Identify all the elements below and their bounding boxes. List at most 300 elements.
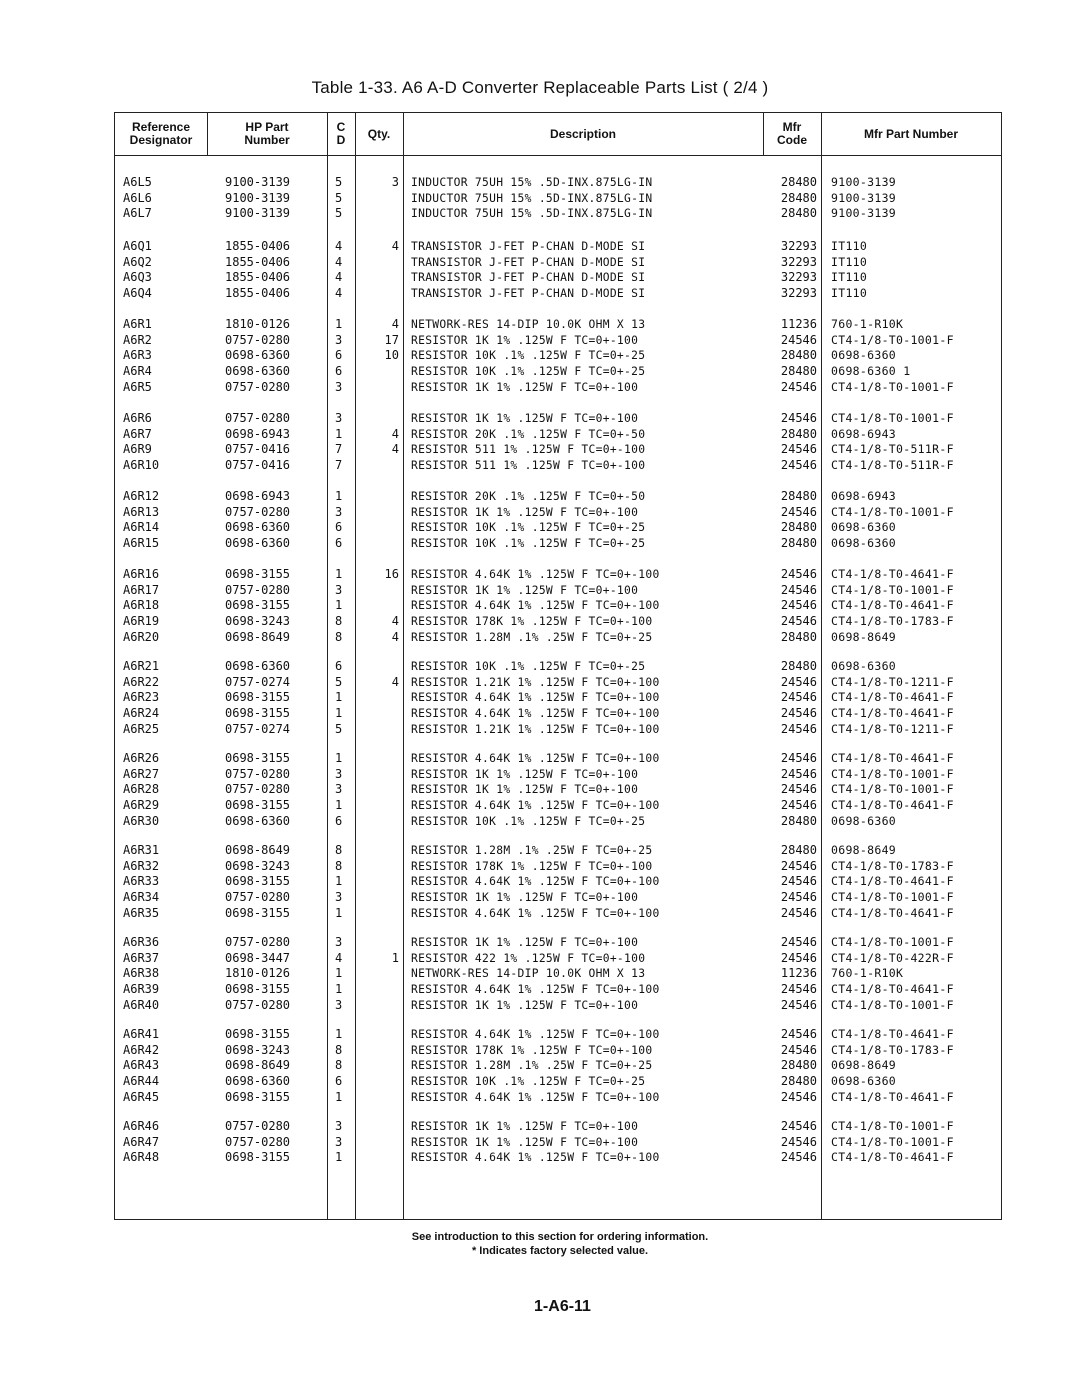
cell-hp: 0698-3243 xyxy=(225,614,291,629)
cell-code: 28480 xyxy=(780,813,817,828)
cell-desc: RESISTOR 1K 1% .125W F TC=0+-100 xyxy=(411,783,639,797)
cell-hp: 0698-6360 xyxy=(225,1074,291,1089)
cell-mpn: 0698-6943 xyxy=(831,426,897,441)
cell-desc: RESISTOR 4.64K 1% .125W F TC=0+-100 xyxy=(411,1090,660,1104)
cell-mpn: CT4-1/8-T0-4641-F xyxy=(831,690,954,705)
table-row xyxy=(115,951,1001,967)
cell-code: 28480 xyxy=(780,489,817,503)
cell-ref: A6Q1 xyxy=(123,239,152,253)
cell-cd: 1 xyxy=(335,1150,343,1165)
cell-mpn: CT4-1/8-T0-1001-F xyxy=(831,935,954,949)
cell-mpn: CT4-1/8-T0-1001-F xyxy=(831,582,954,597)
cell-desc: RESISTOR 511 1% .125W F TC=0+-100 xyxy=(411,443,646,457)
cell-cd: 1 xyxy=(335,567,343,581)
cell-desc: RESISTOR 20K .1% .125W F TC=0+-50 xyxy=(411,427,646,441)
cell-hp: 1855-0406 xyxy=(225,239,291,253)
cell-ref: A6R19 xyxy=(123,614,160,629)
cell-hp: 0757-0416 xyxy=(225,458,291,473)
table-row xyxy=(115,364,1001,380)
cell-desc: INDUCTOR 75UH 15% .5D-INX.875LG-IN xyxy=(411,176,653,189)
cell-ref: A6R6 xyxy=(123,411,152,425)
cell-hp: 0757-0280 xyxy=(225,782,291,797)
cell-mpn: CT4-1/8-T0-1783-F xyxy=(831,858,954,873)
cell-cd: 1 xyxy=(335,690,343,705)
row-group xyxy=(115,659,1001,737)
cell-hp: 1855-0406 xyxy=(225,286,291,301)
cell-cd: 6 xyxy=(335,813,343,828)
cell-ref: A6R7 xyxy=(123,426,152,441)
cell-desc: RESISTOR 4.64K 1% .125W F TC=0+-100 xyxy=(411,983,660,997)
divider-desc-code xyxy=(763,113,764,155)
cell-mpn: 0698-6360 xyxy=(831,536,897,551)
cell-mpn: CT4-1/8-T0-4641-F xyxy=(831,905,954,920)
cell-mpn: 9100-3139 xyxy=(831,206,897,221)
table-row xyxy=(115,614,1001,630)
cell-code: 28480 xyxy=(780,364,817,379)
table-row xyxy=(115,630,1001,646)
cell-ref: A6R25 xyxy=(123,721,160,736)
cell-code: 24546 xyxy=(780,1042,817,1057)
cell-desc: RESISTOR 1K 1% .125W F TC=0+-100 xyxy=(411,380,639,394)
table-row xyxy=(115,489,1001,505)
cell-ref: A6R39 xyxy=(123,982,160,997)
cell-code: 24546 xyxy=(780,982,817,997)
cell-mpn: 0698-6360 xyxy=(831,520,897,535)
table-row xyxy=(115,191,1001,207)
table-row xyxy=(115,1090,1001,1106)
table-row xyxy=(115,1150,1001,1166)
cell-cd: 8 xyxy=(335,614,343,629)
cell-ref: A6R36 xyxy=(123,935,160,949)
cell-mpn: CT4-1/8-T0-4641-F xyxy=(831,751,954,765)
cell-mpn: CT4-1/8-T0-1001-F xyxy=(831,411,954,425)
cell-desc: TRANSISTOR J-FET P-CHAN D-MODE SI xyxy=(411,255,646,269)
cell-qty: 16 xyxy=(384,567,399,581)
cell-cd: 3 xyxy=(335,379,343,394)
cell-code: 24546 xyxy=(780,582,817,597)
cell-cd: 1 xyxy=(335,598,343,613)
cell-ref: A6R21 xyxy=(123,659,160,673)
cell-ref: A6Q4 xyxy=(123,286,152,301)
table-row xyxy=(115,706,1001,722)
cell-desc: INDUCTOR 75UH 15% .5D-INX.875LG-IN xyxy=(411,191,653,205)
cell-hp: 0698-8649 xyxy=(225,843,291,857)
cell-hp: 0698-3155 xyxy=(225,982,291,997)
cell-desc: RESISTOR 4.64K 1% .125W F TC=0+-100 xyxy=(411,752,660,765)
cell-code: 28480 xyxy=(780,536,817,551)
cell-code: 24546 xyxy=(780,798,817,813)
cell-qty: 4 xyxy=(391,674,399,689)
cell-cd: 3 xyxy=(335,997,343,1012)
cell-mpn: 0698-6360 xyxy=(831,1074,897,1089)
cell-code: 28480 xyxy=(780,1058,817,1073)
cell-desc: RESISTOR 1K 1% .125W F TC=0+-100 xyxy=(411,891,639,905)
cell-hp: 0757-0280 xyxy=(225,766,291,781)
cell-mpn: 760-1-R10K xyxy=(831,966,904,981)
cell-hp: 0698-6360 xyxy=(225,364,291,379)
cell-ref: A6R41 xyxy=(123,1027,160,1041)
cell-cd: 1 xyxy=(335,317,343,331)
cell-code: 24546 xyxy=(780,905,817,920)
cell-desc: NETWORK-RES 14-DIP 10.0K OHM X 13 xyxy=(411,318,646,331)
cell-desc: RESISTOR 1K 1% .125W F TC=0+-100 xyxy=(411,333,639,347)
cell-desc: RESISTOR 10K .1% .125W F TC=0+-25 xyxy=(411,537,646,551)
cell-desc: TRANSISTOR J-FET P-CHAN D-MODE SI xyxy=(411,271,646,285)
cell-cd: 1 xyxy=(335,874,343,889)
cell-ref: A6R16 xyxy=(123,567,160,581)
footer-factory-note: * Indicates factory selected value. xyxy=(471,1245,649,1257)
cell-code: 24546 xyxy=(780,874,817,889)
cell-code: 24546 xyxy=(780,442,817,457)
cell-hp: 0757-0274 xyxy=(225,674,291,689)
cell-cd: 3 xyxy=(335,935,343,949)
table-row xyxy=(115,583,1001,599)
cell-ref: A6R47 xyxy=(123,1134,160,1149)
cell-code: 24546 xyxy=(780,858,817,873)
cell-code: 28480 xyxy=(780,520,817,535)
cell-mpn: 0698-8649 xyxy=(831,1058,897,1073)
cell-hp: 9100-3139 xyxy=(225,206,291,221)
row-group xyxy=(115,1119,1001,1166)
cell-desc: RESISTOR 1K 1% .125W F TC=0+-100 xyxy=(411,583,639,597)
cell-desc: RESISTOR 4.64K 1% .125W F TC=0+-100 xyxy=(411,568,660,581)
cell-hp: 0757-0416 xyxy=(225,442,291,457)
cell-cd: 4 xyxy=(335,950,343,965)
table-row xyxy=(115,935,1001,951)
cell-code: 32293 xyxy=(780,286,817,301)
table-row xyxy=(115,767,1001,783)
cell-code: 24546 xyxy=(780,567,817,581)
cell-code: 24546 xyxy=(780,890,817,905)
table-row xyxy=(115,458,1001,474)
table-row xyxy=(115,206,1001,222)
cell-cd: 3 xyxy=(335,782,343,797)
cell-ref: A6R9 xyxy=(123,442,152,457)
cell-qty: 1 xyxy=(391,950,399,965)
cell-desc: RESISTOR 1.28M .1% .25W F TC=0+-25 xyxy=(411,1059,653,1073)
cell-mpn: 9100-3139 xyxy=(831,190,897,205)
cell-hp: 1855-0406 xyxy=(225,254,291,269)
cell-desc: RESISTOR 4.64K 1% .125W F TC=0+-100 xyxy=(411,707,660,721)
cell-code: 28480 xyxy=(780,175,817,189)
cell-desc: RESISTOR 4.64K 1% .125W F TC=0+-100 xyxy=(411,906,660,920)
cell-qty: 4 xyxy=(391,426,399,441)
cell-hp: 9100-3139 xyxy=(225,190,291,205)
cell-mpn: CT4-1/8-T0-4641-F xyxy=(831,798,954,813)
cell-cd: 5 xyxy=(335,674,343,689)
row-group xyxy=(115,175,1001,222)
cell-cd: 1 xyxy=(335,966,343,981)
cell-qty: 4 xyxy=(391,614,399,629)
cell-desc: RESISTOR 178K 1% .125W F TC=0+-100 xyxy=(411,859,653,873)
row-group xyxy=(115,567,1001,645)
cell-hp: 0698-3155 xyxy=(225,567,291,581)
cell-hp: 0757-0280 xyxy=(225,997,291,1012)
cell-ref: A6R29 xyxy=(123,798,160,813)
cell-desc: RESISTOR 1K 1% .125W F TC=0+-100 xyxy=(411,998,639,1012)
parts-table xyxy=(114,112,1002,1220)
cell-code: 24546 xyxy=(780,614,817,629)
cell-ref: A6R40 xyxy=(123,997,160,1012)
cell-mpn: 760-1-R10K xyxy=(831,317,904,331)
cell-ref: A6R17 xyxy=(123,582,160,597)
cell-code: 32293 xyxy=(780,239,817,253)
cell-cd: 8 xyxy=(335,1042,343,1057)
table-row xyxy=(115,1135,1001,1151)
cell-hp: 0698-3155 xyxy=(225,874,291,889)
cell-ref: A6R31 xyxy=(123,843,160,857)
table-row xyxy=(115,536,1001,552)
table-row xyxy=(115,890,1001,906)
cell-desc: RESISTOR 1K 1% .125W F TC=0+-100 xyxy=(411,1120,639,1133)
table-row xyxy=(115,982,1001,998)
cell-code: 28480 xyxy=(780,1074,817,1089)
cell-desc: RESISTOR 1.21K 1% .125W F TC=0+-100 xyxy=(411,722,660,736)
cell-qty: 3 xyxy=(391,175,399,189)
cell-cd: 3 xyxy=(335,890,343,905)
cell-cd: 4 xyxy=(335,254,343,269)
cell-cd: 5 xyxy=(335,206,343,221)
table-row xyxy=(115,659,1001,675)
table-row xyxy=(115,843,1001,859)
table-row xyxy=(115,906,1001,922)
cell-ref: A6R42 xyxy=(123,1042,160,1057)
cell-code: 24546 xyxy=(780,997,817,1012)
cell-hp: 0757-0280 xyxy=(225,411,291,425)
header-mfr-part-number: Mfr Part Number xyxy=(863,126,958,141)
cell-cd: 1 xyxy=(335,426,343,441)
cell-desc: RESISTOR 10K .1% .125W F TC=0+-25 xyxy=(411,1075,646,1089)
cell-desc: RESISTOR 1K 1% .125W F TC=0+-100 xyxy=(411,412,639,425)
cell-cd: 3 xyxy=(335,582,343,597)
cell-hp: 0757-0280 xyxy=(225,1119,291,1133)
cell-mpn: CT4-1/8-T0-1001-F xyxy=(831,1119,954,1133)
cell-mpn: CT4-1/8-T0-4641-F xyxy=(831,1027,954,1041)
cell-hp: 0757-0280 xyxy=(225,890,291,905)
cell-mpn: CT4-1/8-T0-511R-F xyxy=(831,442,954,457)
table-title: Table 1-33. A6 A-D Converter Replaceable Parts List ( 2/4 ) xyxy=(311,78,769,97)
cell-cd: 3 xyxy=(335,411,343,425)
cell-ref: A6Q3 xyxy=(123,270,152,285)
cell-code: 24546 xyxy=(780,935,817,949)
cell-code: 24546 xyxy=(780,690,817,705)
cell-cd: 8 xyxy=(335,843,343,857)
cell-code: 11236 xyxy=(780,966,817,981)
cell-ref: A6R38 xyxy=(123,966,160,981)
cell-mpn: CT4-1/8-T0-1001-F xyxy=(831,766,954,781)
cell-mpn: CT4-1/8-T0-1001-F xyxy=(831,379,954,394)
cell-desc: RESISTOR 1.28M .1% .25W F TC=0+-25 xyxy=(411,844,653,857)
cell-cd: 5 xyxy=(335,175,343,189)
cell-qty: 4 xyxy=(391,317,399,331)
cell-cd: 1 xyxy=(335,982,343,997)
table-row xyxy=(115,175,1001,191)
table-row xyxy=(115,333,1001,349)
cell-ref: A6R18 xyxy=(123,598,160,613)
cell-ref: A6R46 xyxy=(123,1119,160,1133)
cell-cd: 7 xyxy=(335,458,343,473)
cell-code: 24546 xyxy=(780,674,817,689)
cell-desc: RESISTOR 4.64K 1% .125W F TC=0+-100 xyxy=(411,691,660,705)
footer-ordering-note: See introduction to this section for ordering information. xyxy=(411,1231,709,1243)
cell-desc: RESISTOR 178K 1% .125W F TC=0+-100 xyxy=(411,1043,653,1057)
cell-code: 24546 xyxy=(780,751,817,765)
header-mfr-code: Mfr Code xyxy=(777,120,807,147)
cell-desc: RESISTOR 4.64K 1% .125W F TC=0+-100 xyxy=(411,599,660,613)
cell-cd: 4 xyxy=(335,270,343,285)
cell-code: 24546 xyxy=(780,504,817,519)
cell-qty: 10 xyxy=(384,348,399,363)
cell-ref: A6R14 xyxy=(123,520,160,535)
cell-ref: A6R48 xyxy=(123,1150,160,1165)
cell-code: 24546 xyxy=(780,1027,817,1041)
cell-desc: TRANSISTOR J-FET P-CHAN D-MODE SI xyxy=(411,240,646,253)
cell-cd: 3 xyxy=(335,504,343,519)
cell-ref: A6R35 xyxy=(123,905,160,920)
row-group xyxy=(115,411,1001,474)
cell-desc: RESISTOR 1K 1% .125W F TC=0+-100 xyxy=(411,1135,639,1149)
table-row xyxy=(115,239,1001,255)
cell-desc: INDUCTOR 75UH 15% .5D-INX.875LG-IN xyxy=(411,207,653,221)
cell-cd: 6 xyxy=(335,659,343,673)
table-body xyxy=(115,157,1001,1217)
cell-qty: 4 xyxy=(391,629,399,644)
cell-hp: 0698-3155 xyxy=(225,1150,291,1165)
cell-ref: A6R26 xyxy=(123,751,160,765)
cell-mpn: CT4-1/8-T0-4641-F xyxy=(831,706,954,721)
cell-code: 24546 xyxy=(780,766,817,781)
cell-code: 24546 xyxy=(780,706,817,721)
table-row xyxy=(115,567,1001,583)
cell-cd: 4 xyxy=(335,286,343,301)
cell-code: 24546 xyxy=(780,332,817,347)
cell-cd: 8 xyxy=(335,1058,343,1073)
cell-desc: RESISTOR 4.64K 1% .125W F TC=0+-100 xyxy=(411,1151,660,1165)
cell-hp: 0698-3155 xyxy=(225,1089,291,1104)
row-group xyxy=(115,935,1001,1013)
footer-note xyxy=(0,1230,1080,1258)
table-row xyxy=(115,998,1001,1014)
cell-ref: A6L6 xyxy=(123,190,152,205)
cell-hp: 0757-0280 xyxy=(225,379,291,394)
cell-code: 24546 xyxy=(780,782,817,797)
table-row xyxy=(115,1058,1001,1074)
cell-hp: 0698-3243 xyxy=(225,1042,291,1057)
cell-mpn: IT110 xyxy=(831,270,868,285)
cell-ref: A6R32 xyxy=(123,858,160,873)
cell-mpn: 0698-8649 xyxy=(831,629,897,644)
table-header xyxy=(115,113,1001,156)
cell-mpn: CT4-1/8-T0-1211-F xyxy=(831,721,954,736)
table-row xyxy=(115,814,1001,830)
cell-ref: A6R28 xyxy=(123,782,160,797)
cell-code: 24546 xyxy=(780,1119,817,1133)
cell-hp: 0698-6943 xyxy=(225,489,291,503)
table-row xyxy=(115,505,1001,521)
cell-code: 24546 xyxy=(780,721,817,736)
cell-mpn: IT110 xyxy=(831,239,868,253)
cell-desc: RESISTOR 10K .1% .125W F TC=0+-25 xyxy=(411,365,646,379)
cell-code: 24546 xyxy=(780,411,817,425)
cell-desc: RESISTOR 1.21K 1% .125W F TC=0+-100 xyxy=(411,675,660,689)
table-row xyxy=(115,1027,1001,1043)
cell-hp: 0757-0280 xyxy=(225,504,291,519)
row-group xyxy=(115,317,1001,395)
cell-code: 28480 xyxy=(780,843,817,857)
cell-hp: 0698-3155 xyxy=(225,690,291,705)
cell-code: 28480 xyxy=(780,629,817,644)
cell-hp: 0757-0280 xyxy=(225,935,291,949)
cell-desc: TRANSISTOR J-FET P-CHAN D-MODE SI xyxy=(411,287,646,301)
cell-desc: RESISTOR 10K .1% .125W F TC=0+-25 xyxy=(411,814,646,828)
table-row xyxy=(115,782,1001,798)
table-row xyxy=(115,317,1001,333)
cell-hp: 0698-3243 xyxy=(225,858,291,873)
cell-cd: 1 xyxy=(335,798,343,813)
row-group xyxy=(115,843,1001,921)
table-row xyxy=(115,255,1001,271)
table-row xyxy=(115,675,1001,691)
table-row xyxy=(115,751,1001,767)
cell-cd: 1 xyxy=(335,1027,343,1041)
cell-mpn: 9100-3139 xyxy=(831,175,897,189)
cell-ref: A6R22 xyxy=(123,674,160,689)
cell-hp: 0698-3447 xyxy=(225,950,291,965)
header-qty: Qty. xyxy=(367,126,391,141)
cell-hp: 0698-6360 xyxy=(225,348,291,363)
cell-code: 24546 xyxy=(780,1150,817,1165)
row-group xyxy=(115,1027,1001,1105)
cell-mpn: CT4-1/8-T0-4641-F xyxy=(831,1089,954,1104)
cell-hp: 0698-3155 xyxy=(225,1027,291,1041)
cell-mpn: CT4-1/8-T0-1783-F xyxy=(831,614,954,629)
table-row xyxy=(115,1119,1001,1135)
cell-mpn: CT4-1/8-T0-1001-F xyxy=(831,890,954,905)
cell-ref: A6R34 xyxy=(123,890,160,905)
cell-ref: A6R43 xyxy=(123,1058,160,1073)
table-row xyxy=(115,427,1001,443)
cell-mpn: 0698-6360 1 xyxy=(831,364,911,379)
cell-mpn: IT110 xyxy=(831,286,868,301)
cell-hp: 0698-3155 xyxy=(225,706,291,721)
table-row xyxy=(115,798,1001,814)
cell-cd: 3 xyxy=(335,766,343,781)
table-row xyxy=(115,966,1001,982)
cell-hp: 0698-3155 xyxy=(225,751,291,765)
cell-hp: 0698-6943 xyxy=(225,426,291,441)
row-group xyxy=(115,751,1001,829)
cell-cd: 8 xyxy=(335,629,343,644)
cell-ref: A6R20 xyxy=(123,629,160,644)
cell-mpn: 0698-6360 xyxy=(831,813,897,828)
table-row xyxy=(115,520,1001,536)
cell-code: 28480 xyxy=(780,190,817,205)
cell-desc: RESISTOR 4.64K 1% .125W F TC=0+-100 xyxy=(411,1028,660,1041)
cell-qty: 4 xyxy=(391,442,399,457)
cell-hp: 1810-0126 xyxy=(225,966,291,981)
cell-mpn: CT4-1/8-T0-1211-F xyxy=(831,674,954,689)
table-row xyxy=(115,286,1001,302)
cell-hp: 1855-0406 xyxy=(225,270,291,285)
cell-cd: 1 xyxy=(335,489,343,503)
cell-desc: NETWORK-RES 14-DIP 10.0K OHM X 13 xyxy=(411,967,646,981)
cell-cd: 6 xyxy=(335,536,343,551)
cell-code: 24546 xyxy=(780,1089,817,1104)
divider-ref-hp xyxy=(207,113,208,155)
cell-desc: RESISTOR 20K .1% .125W F TC=0+-50 xyxy=(411,490,646,503)
cell-mpn: CT4-1/8-T0-1001-F xyxy=(831,504,954,519)
cell-ref: A6R13 xyxy=(123,504,160,519)
